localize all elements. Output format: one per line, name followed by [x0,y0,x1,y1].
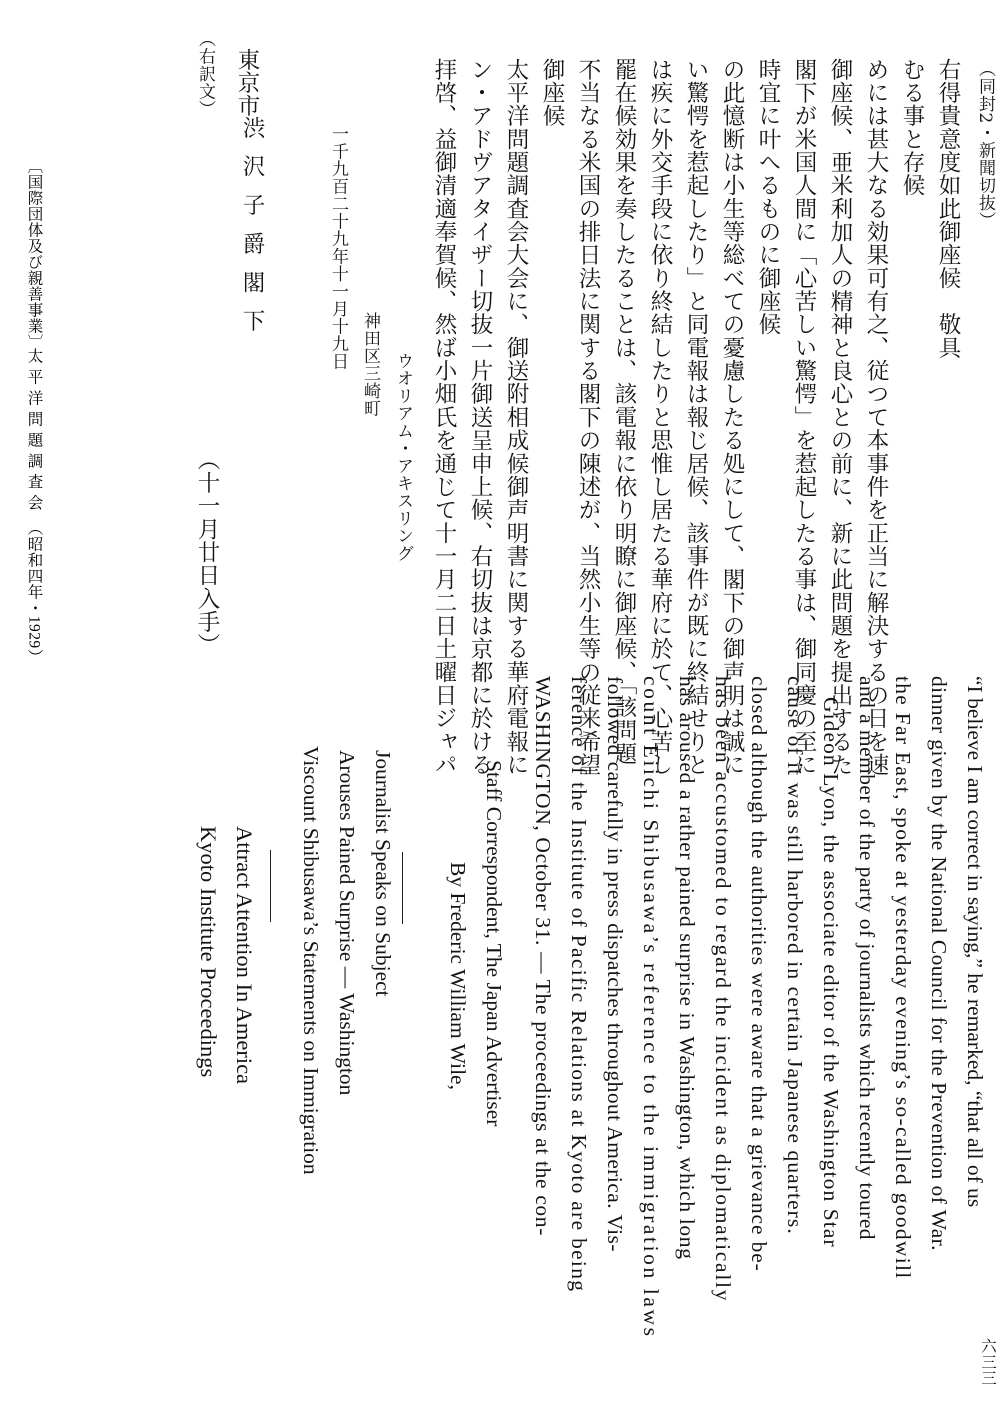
translation-label: （右訳文） [195,30,215,118]
running-head-org: 太平洋問題調査会 [25,348,43,516]
letter-line-8: い驚愕を惹起したり」と同電報は報じ居候、該事件が既に終結せりと [683,58,709,777]
article-line-1: WASHINGTON, October 31. — The proceedings at the con- [531,676,555,1237]
enclosure-note: （同封2・新聞切抜） [975,60,995,229]
headline-line-2: Attract Attention In America [232,826,257,1085]
addressee-city: 東京市 [234,48,260,118]
byline: By Frederic William Wile, [446,862,470,1090]
article-line-5: has aroused a rather pained surprise in Washington, which long [675,676,699,1260]
article-line-7: closed although the authorities were aware that a grievance be- [747,676,771,1272]
article-line-3: followed carefully in press dispatches throughout America. Vis- [603,676,627,1252]
article-line-4: count Eiichi Shibusawa’s reference to the immigration laws [639,676,663,1339]
letter-line-1: 拝啓、益御清適奉賀候、然ば小畑氏を通じて十一月二日土曜日ジャパ [431,58,457,777]
letter-line-12: 御座候、亜米利加人の精神と良心との前に、新に此問題を提出するた [827,58,853,777]
letter-line-4: 御座候 [539,58,565,128]
running-head-year: （昭和四年・1929） [25,520,43,665]
headline-divider-1 [270,850,271,922]
subheadline-line-1: Viscount Shibusawa’s Statements on Immigration [299,746,323,1175]
letter-line-5: 不当なる米国の排日法に関する閣下の陳述が、当然小生等の従来希望 [575,58,601,777]
subheadline-line-3: Journalist Speaks on Subject [371,750,395,997]
letter-line-14: むる事と存候 [899,58,925,198]
letter-line-11: 閣下が米国人間に「心苦しい驚愕」を惹起したる事は、御同慶の至に [791,58,817,777]
addressee-name: 渋 沢 子 爵 閣 下 [239,116,265,337]
sender-address: 神田区三崎町 [360,312,380,418]
article-line-9: Gideon Lyon, the associate editor of the Washington Star [819,697,843,1248]
letter-line-10: 時宜に叶へるものに御座候 [755,58,781,337]
letter-date: 一千九百二十九年十一月十九日 [328,125,348,371]
byline-title: Staff Correspondent, The Japan Advertiser [482,760,506,1127]
article-line-10: and a member of the party of journalists which recently toured [855,676,879,1240]
article-line-11: the Far East, spoke at yesterday evening’s so-called goodwill [891,676,915,1280]
subheadline-line-2: Arouses Pained Surprise — Washington [335,750,359,1096]
article-line-2: ference of the Institute of Pacific Relations at Kyoto are being [567,676,591,1293]
received-note: （十一月廿日入手） [194,448,220,657]
article-line-13: “I believe I am correct in saying,” he remarked, “that all of us [963,676,987,1208]
article-line-8: cause of it was still harbored in certain Japanese quarters. [783,676,807,1235]
letter-line-13: めには甚大なる効果可有之、従つて本事件を正当に解決するの日を速 [863,58,889,777]
article-line-12: dinner given by the National Council for the Prevention of War. [927,676,951,1251]
headline-line-1: Kyoto Institute Proceedings [196,826,221,1078]
article-line-6: has been accustomed to regard the incident as diplomatically [711,676,735,1303]
letter-line-7: は疾に外交手段に依り終結したりと思惟し居たる華府に於て、心苦し [647,58,673,777]
page-number: 六三三 [979,1338,997,1386]
running-head-source: 〔国際団体及び親善事業〕 [25,158,43,350]
letter-line-2: ン・アドヴアタイザー切抜一片御送呈申上候、右切抜は京都に於ける [467,58,493,777]
headline-divider-2 [402,852,403,924]
letter-line-6: 罷在候効果を奏したることは、該電報に依り明瞭に御座候、「該問題 [611,58,637,766]
letter-line-9: の此憶断は小生等総べての憂慮したる処にして、閣下の御声明は誠に [719,58,745,777]
sender-name: ウオリアム・アキスリング [393,352,413,563]
letter-line-3: 太平洋問題調査会大会に、御送附相成候御声明書に関する華府電報に [503,58,529,777]
letter-line-15: 右得貴意度如此御座候 敬具 [935,58,961,360]
